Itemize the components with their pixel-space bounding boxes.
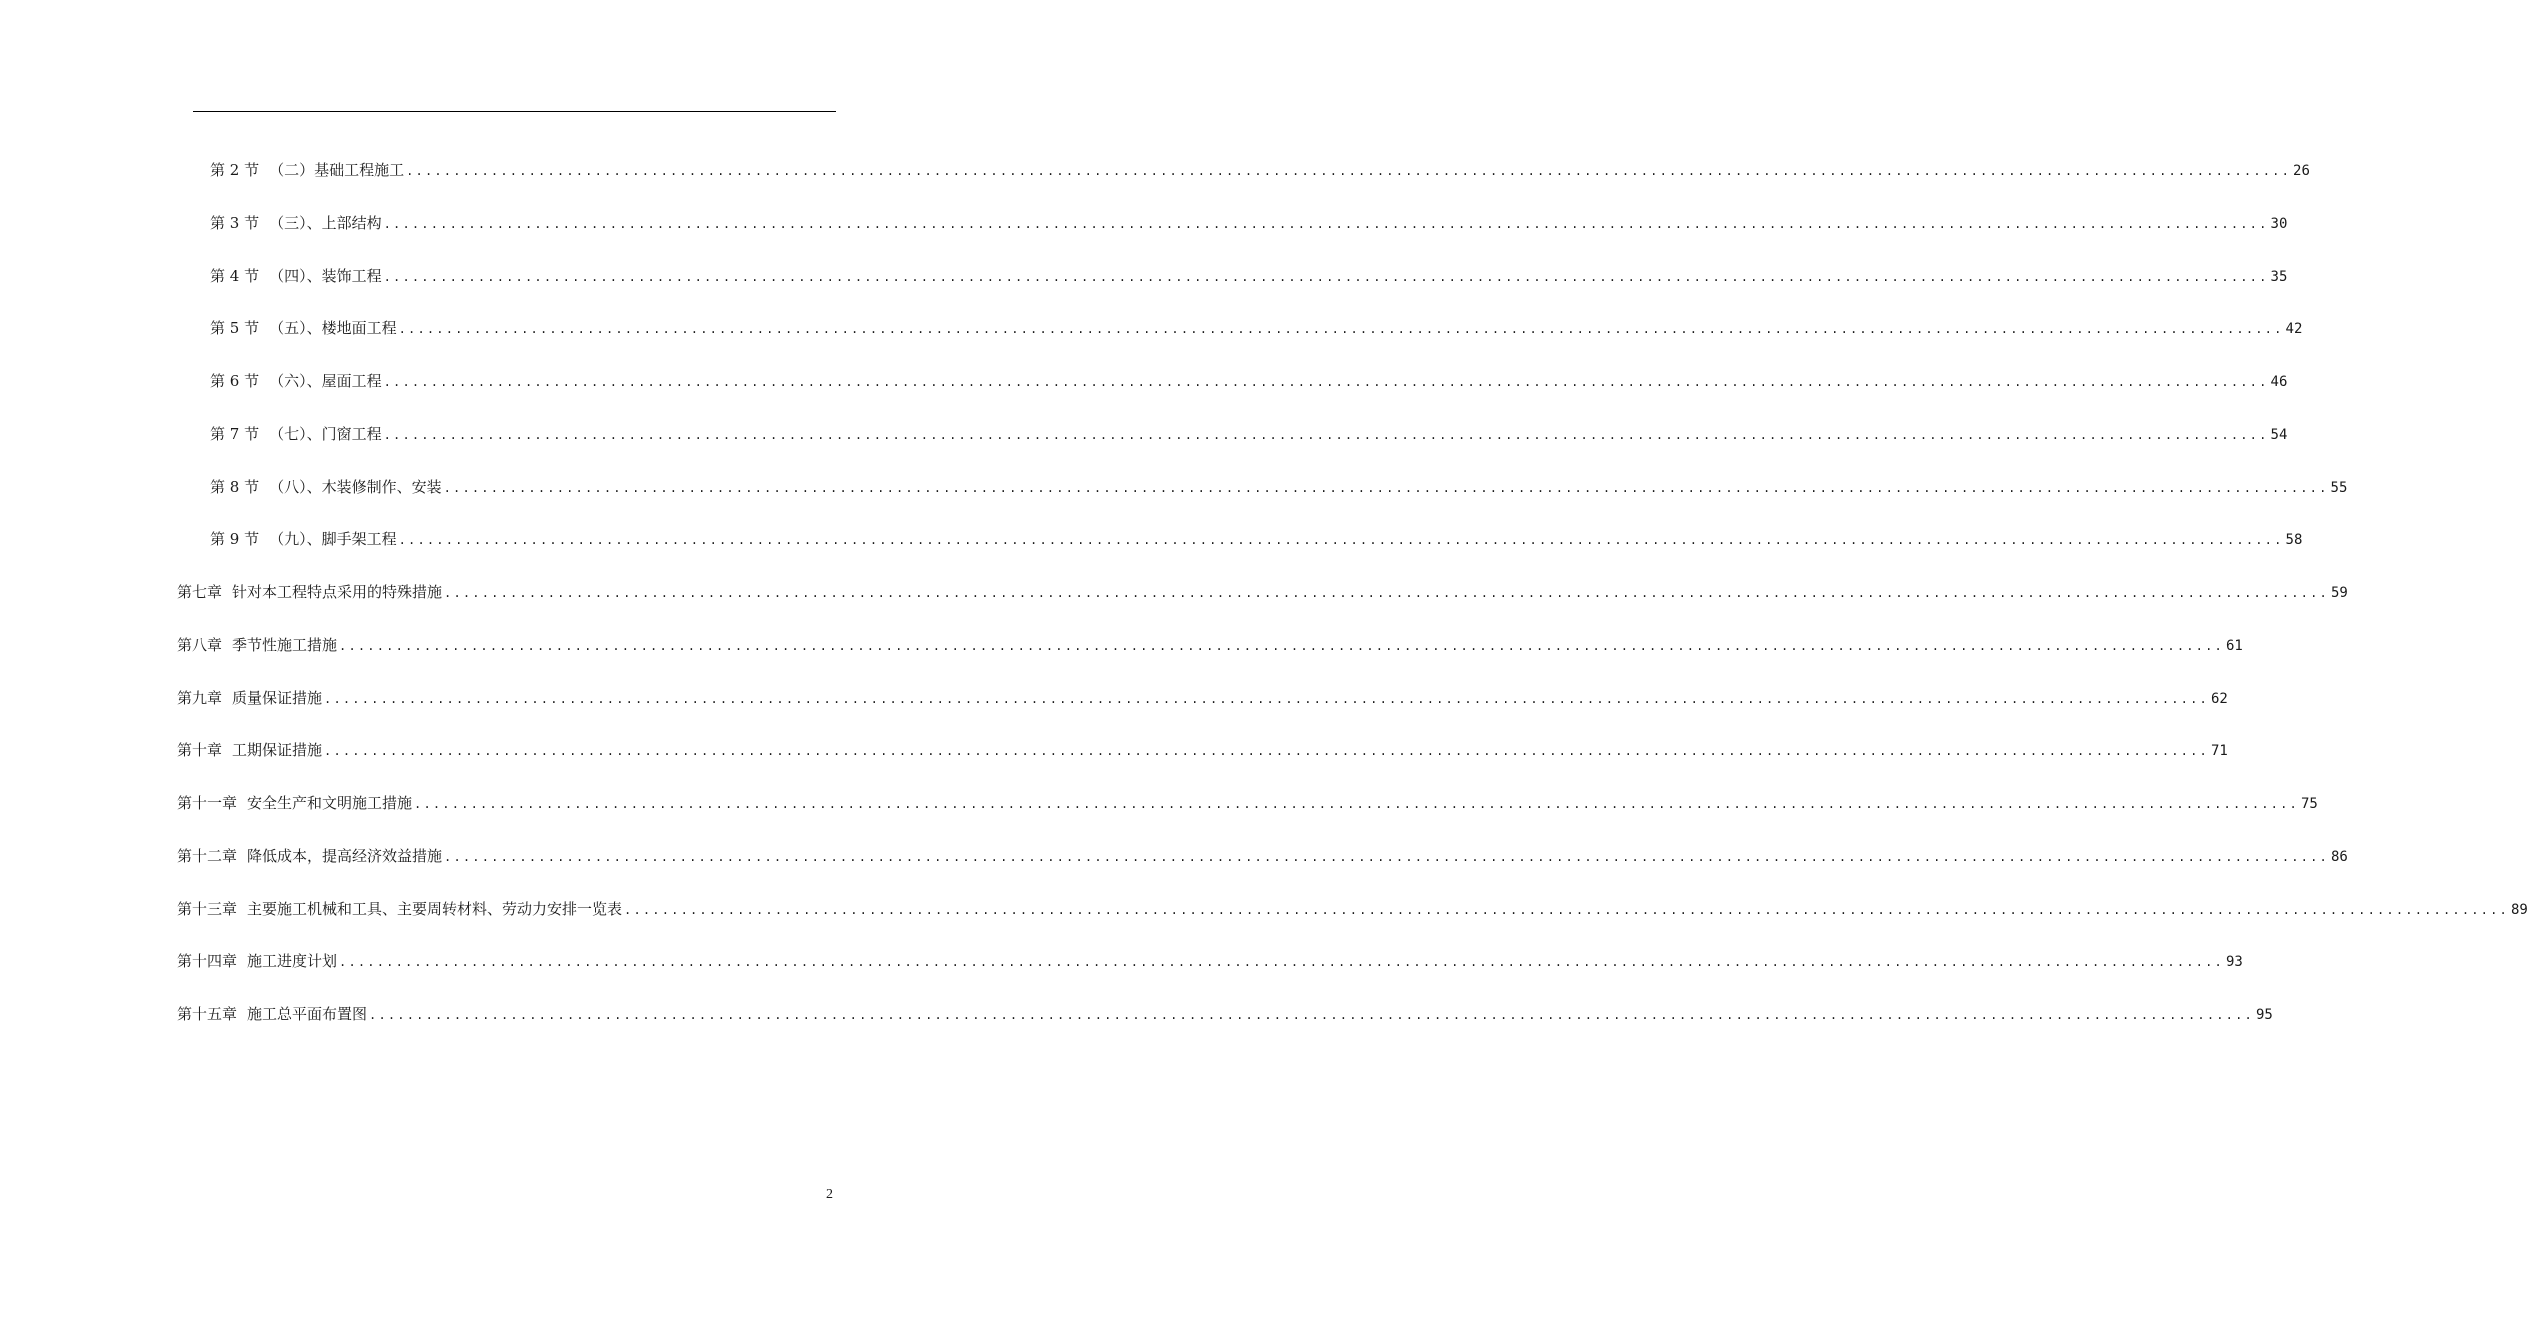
toc-dot-leader: ........................................................................................................................................................................................................ [383,270,2269,284]
toc-entry-title: （二）基础工程施工 [269,161,405,179]
toc-entry-text [177,845,442,867]
toc-entry[interactable] [177,1003,2273,1025]
toc-entry-text [177,898,622,920]
toc-entry[interactable] [177,792,2318,814]
toc-entry-text [177,1003,367,1025]
toc-dot-leader: ........................................................................................................................................................................................................ [398,322,2284,336]
toc-entry-text [210,476,442,498]
toc-entry[interactable] [177,687,2228,709]
toc-entry-text [210,317,397,339]
header-rule [193,111,836,112]
toc-entry-label: 第十四章 [177,952,238,970]
toc-entry-title: （七）、门窗工程 [269,425,382,443]
toc-entry-label: 第十三章 [177,900,238,918]
toc-entry-page: 46 [2270,374,2288,390]
toc-entry-text [210,423,382,445]
toc-entry-title: （三）、上部结构 [269,214,382,232]
toc-entry-page: 30 [2270,216,2288,232]
toc-entry[interactable] [210,370,2288,392]
toc-dot-leader: ........................................................................................................................................................................................................ [324,692,2209,706]
toc-entry[interactable] [210,212,2288,234]
toc-entry[interactable] [210,159,2310,181]
toc-entry[interactable] [177,739,2228,761]
toc-dot-leader: ........................................................................................................................................................................................................ [398,533,2284,547]
toc-dot-leader: ........................................................................................................................................................................................................ [339,639,2224,653]
toc-entry-page: 35 [2270,269,2288,285]
toc-entry[interactable] [177,898,2528,920]
toc-entry-page: 54 [2270,427,2288,443]
toc-entry-label: 第 5 节 [210,319,260,337]
toc-dot-leader: ........................................................................................................................................................................................................ [339,955,2224,969]
toc-entry-text [177,581,442,603]
toc-entry-page: 75 [2300,796,2318,812]
toc-entry-page: 86 [2330,849,2348,865]
toc-entry-label: 第 8 节 [210,478,260,496]
toc-entry-label: 第九章 [177,689,223,707]
page-number: 2 [826,1187,833,1202]
toc-entry-title: （九）、脚手架工程 [269,530,397,548]
toc-entry-page: 62 [2210,691,2228,707]
toc-entry[interactable] [177,634,2243,656]
toc-entry-text [177,792,412,814]
toc-entry-page: 61 [2225,638,2243,654]
toc-entry-page: 55 [2330,480,2348,496]
toc-entry[interactable] [177,950,2243,972]
toc-dot-leader: ........................................................................................................................................................................................................ [444,586,2329,600]
toc-entry-page: 42 [2285,321,2303,337]
toc-entry-label: 第十章 [177,741,223,759]
toc-entry-label: 第十二章 [177,847,238,865]
toc-entry-page: 58 [2285,532,2303,548]
toc-dot-leader: ........................................................................................................................................................................................................ [369,1008,2254,1022]
toc-entry-text [177,634,337,656]
toc-entry-title: 施工进度计划 [247,952,338,970]
toc-entry[interactable] [210,528,2303,550]
toc-dot-leader: ........................................................................................................................................................................................................ [383,217,2269,231]
toc-dot-leader: ........................................................................................................................................................................................................ [414,797,2299,811]
toc-entry[interactable] [177,581,2348,603]
toc-entry-page: 93 [2225,954,2243,970]
toc-entry-title: 工期保证措施 [232,741,323,759]
toc-entry-title: 针对本工程特点采用的特殊措施 [232,583,443,601]
toc-entry-title: 施工总平面布置图 [247,1005,368,1023]
toc-entry[interactable] [210,423,2288,445]
toc-entry-label: 第十五章 [177,1005,238,1023]
toc-entry-label: 第 4 节 [210,267,260,285]
toc-entry-title: （六）、屋面工程 [269,372,382,390]
toc-entry-title: 质量保证措施 [232,689,323,707]
toc-entry-text [210,159,404,181]
toc-entry-page: 59 [2330,585,2348,601]
toc-entry-page: 89 [2510,902,2528,918]
toc-dot-leader: ........................................................................................................................................................................................................ [443,481,2329,495]
toc-entry-page: 71 [2210,743,2228,759]
toc-entry-label: 第 9 节 [210,530,260,548]
toc-entry-text [177,739,322,761]
toc-entry-text [210,265,382,287]
toc-entry[interactable] [210,476,2348,498]
toc-dot-leader: ........................................................................................................................................................................................................ [324,744,2209,758]
toc-entry-label: 第 3 节 [210,214,260,232]
toc-entry-title: （八）、木装修制作、安装 [269,478,442,496]
toc-entry-label: 第 6 节 [210,372,260,390]
toc-entry-title: （四）、装饰工程 [269,267,382,285]
toc-entry-label: 第 7 节 [210,425,260,443]
toc-entry-title: 主要施工机械和工具、主要周转材料、劳动力安排一览表 [247,900,623,918]
toc-entry-label: 第 2 节 [210,161,260,179]
toc-entry-page: 95 [2255,1007,2273,1023]
toc-dot-leader: ........................................................................................................................................................................................................ [406,164,2292,178]
toc-entry[interactable] [177,845,2348,867]
toc-dot-leader: ........................................................................................................................................................................................................ [444,850,2329,864]
toc-entry-text [210,370,382,392]
toc-entry[interactable] [210,265,2288,287]
toc-entry-text [210,212,382,234]
toc-entry-text [177,687,322,709]
toc-entry-label: 第七章 [177,583,223,601]
toc-entry-text [210,528,397,550]
toc-entry[interactable] [210,317,2303,339]
toc-entry-label: 第八章 [177,636,223,654]
toc-entry-text [177,950,337,972]
toc-entry-title: 降低成本，提高经济效益措施 [247,847,443,865]
toc-dot-leader: ........................................................................................................................................................................................................ [624,903,2509,917]
toc-entry-title: 季节性施工措施 [232,636,338,654]
toc-entry-title: （五）、楼地面工程 [269,319,397,337]
toc-dot-leader: ........................................................................................................................................................................................................ [383,375,2269,389]
toc-dot-leader: ........................................................................................................................................................................................................ [383,428,2269,442]
toc-entry-title: 安全生产和文明施工措施 [247,794,413,812]
toc-entry-page: 26 [2293,163,2310,179]
toc-entry-label: 第十一章 [177,794,238,812]
